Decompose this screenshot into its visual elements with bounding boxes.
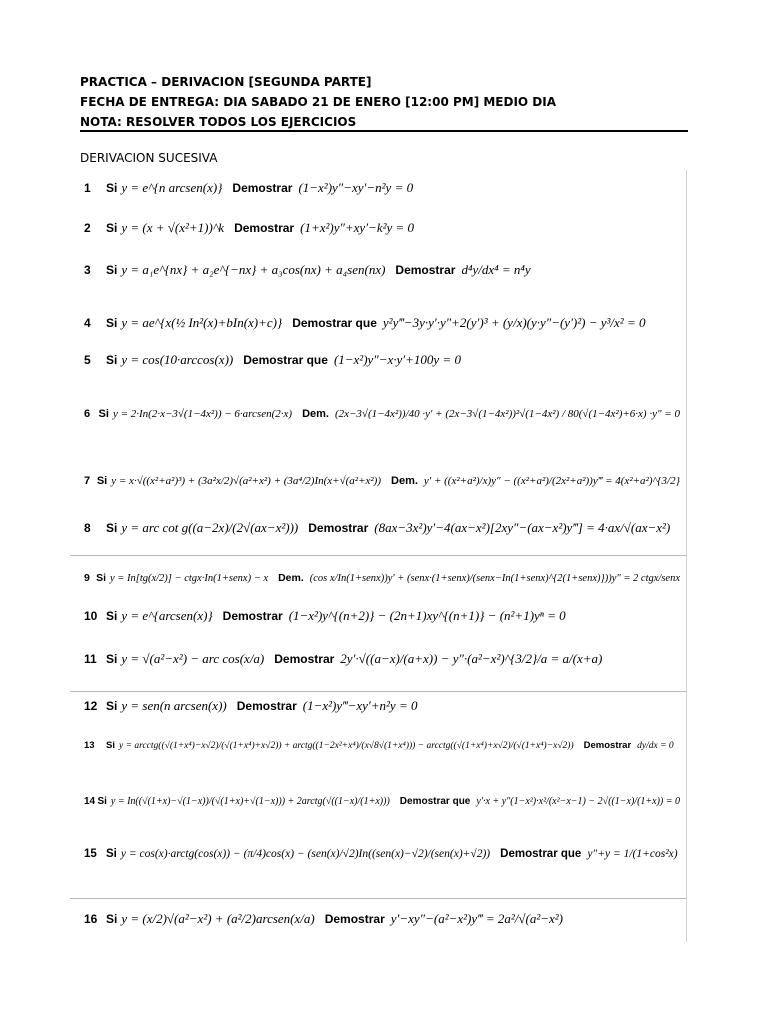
exercise-function: y = √(a²−x²) − arc cos(x/a) [121, 651, 265, 666]
exercise-number: 16 [84, 912, 98, 926]
exercise-demostrar: Demostrar que [399, 796, 471, 807]
header-note: NOTA: RESOLVER TODOS LOS EJERCICIOS [80, 115, 357, 129]
header-divider [80, 130, 688, 132]
exercise-demostrar: Demostrar que [500, 848, 582, 860]
exercise-block [70, 555, 686, 690]
exercise-goal: (1−x²)y″−x·y′+100y = 0 [333, 352, 461, 367]
exercise-number: 4 [84, 316, 91, 330]
exercise-row [84, 796, 680, 807]
exercise-row [84, 262, 680, 278]
exercise-demostrar: Dem. [302, 408, 329, 420]
exercise-function: y = sen(n arcsen(x)) [121, 698, 227, 713]
exercise-goal: d⁴y/dx⁴ = n⁴y [461, 262, 531, 277]
exercise-row [84, 848, 680, 860]
exercise-number: 1 [84, 181, 91, 195]
exercise-number: 12 [84, 699, 98, 713]
exercise-number: 9 [84, 572, 90, 584]
exercise-function: y = cos(x)·arctg(cos(x)) − (π/4)cos(x) − (sen(x)/√2)In((sen(x)−√2)/(sen(x)+√2)) [120, 848, 491, 860]
exercise-si: Si [106, 699, 118, 713]
exercise-goal: y″+y = 1/(1+cos²x) [587, 848, 678, 860]
exercise-demostrar: Demostrar [274, 652, 335, 666]
exercise-function: y = arcctg((√(1+x⁴)−x√2)/(√(1+x⁴)+x√2)) + arctg((1−2x²+x⁴)/(x√8√(1+x⁴))) − arcctg((√(1+x⁴)+x√2)/(√(1+x⁴)−x√2)) [118, 740, 574, 751]
section-title: DERIVACION SUCESIVA [80, 151, 218, 165]
exercise-number: 11 [84, 652, 97, 666]
exercise-row [84, 520, 680, 536]
exercise-row [84, 315, 680, 331]
exercise-number: 7 [84, 475, 91, 487]
exercise-demostrar: Demostrar [222, 609, 283, 623]
exercise-number: 13 [84, 740, 95, 751]
exercise-function: y = x·√((x²+a²)³) + (3a²x/2)√(a²+x²) + (3a⁴/2)In(x+√(a²+x²)) [111, 475, 382, 487]
exercise-goal: y′−xy″−(a²−x²)y‴ = 2a²/√(a²−x²) [390, 911, 563, 926]
exercise-number: 8 [84, 521, 91, 535]
exercise-row [84, 740, 680, 751]
exercise-function: y = (x + √(x²+1))^k [121, 220, 225, 235]
exercise-si: Si [106, 912, 118, 926]
exercise-row [84, 572, 680, 584]
exercise-si: Si [106, 353, 118, 367]
exercise-row [84, 220, 680, 236]
exercise-sheet [70, 170, 687, 942]
exercise-row [84, 352, 680, 368]
exercise-goal: (8ax−3x²)y′−4(ax−x²)[2xy″−(ax−x²)y‴] = 4·ax/√(ax−x²) [374, 520, 671, 535]
exercise-function: y = cos(10·arccos(x)) [121, 352, 234, 367]
exercise-function: y = (x/2)√(a²−x²) + (a²/2)arcsen(x/a) [121, 911, 315, 926]
exercise-si: Si [106, 740, 115, 751]
exercise-function: y = e^{n arcsen(x)} [121, 180, 223, 195]
exercise-si: Si [98, 408, 109, 420]
exercise-number: 6 [84, 408, 91, 420]
exercise-block [70, 691, 686, 897]
exercise-demostrar: Demostrar [395, 263, 456, 277]
exercise-function: y = ae^{x(½ In²(x)+bIn(x)+c)} [121, 315, 283, 330]
exercise-number: 5 [84, 353, 91, 367]
exercise-si: Si [106, 652, 118, 666]
exercise-demostrar: Demostrar [232, 181, 293, 195]
exercise-demostrar: Demostrar que [243, 353, 328, 367]
exercise-demostrar: Demostrar [236, 699, 297, 713]
exercise-number: 14 [84, 796, 96, 807]
exercise-si: Si [106, 609, 118, 623]
exercise-goal: (1−x²)y^{(n+2)} − (2n+1)xy^{(n+1)} − (n²+1)yⁿ = 0 [288, 608, 566, 623]
exercise-si: Si [96, 572, 106, 584]
exercise-number: 3 [84, 263, 91, 277]
exercise-goal: y²y‴−3y·y′·y″+2(y′)³ + (y/x)(y·y″−(y′)²) − y³/x² = 0 [382, 315, 646, 330]
exercise-goal: (1−x²)y″−xy′−n²y = 0 [298, 180, 414, 195]
exercise-row [84, 651, 680, 667]
exercise-row [84, 911, 680, 927]
exercise-demostrar: Demostrar que [292, 316, 377, 330]
exercise-si: Si [106, 316, 118, 330]
exercise-function: y = In[tg(x/2)] − ctgx·In(1+senx) − x [109, 572, 269, 584]
exercise-row [84, 608, 680, 624]
exercise-si: Si [97, 796, 107, 807]
exercise-function: y = 2·In(2·x−3√(1−4x²)) − 6·arcsen(2·x) [112, 408, 293, 420]
exercise-demostrar: Demostrar [324, 912, 385, 926]
exercise-function: y = In((√(1+x)−√(1−x))/(√(1+x)+√(1−x))) + 2arctg(√((1−x)/(1+x))) [110, 796, 390, 807]
exercise-si: Si [106, 521, 118, 535]
exercise-goal: (2x−3√(1−4x²))/40 ·y′ + (2x−3√(1−4x²))²√(1−4x²) / 80(√(1−4x²)+6·x) ·y″ = 0 [334, 408, 680, 420]
exercise-goal: (1−x²)y‴−xy′+n²y = 0 [302, 698, 418, 713]
exercise-row [84, 698, 680, 714]
exercise-number: 2 [84, 221, 91, 235]
exercise-row [84, 180, 680, 196]
exercise-goal: (cos x/In(1+senx))y′ + (senx·(1+senx)/(senx−In(1+senx)^{2(1+senx)}))y″ = 2 ctgx/senx [309, 572, 680, 584]
exercise-demostrar: Demostrar [583, 740, 632, 751]
exercise-demostrar: Dem. [278, 572, 304, 584]
exercise-si: Si [106, 263, 118, 277]
exercise-number: 10 [84, 609, 98, 623]
exercise-si: Si [106, 848, 117, 860]
header-due-date: FECHA DE ENTREGA: DIA SABADO 21 DE ENERO [12:00 PM] MEDIO DIA [80, 95, 557, 109]
exercise-goal: (1+x²)y″+xy′−k²y = 0 [300, 220, 415, 235]
exercise-demostrar: Dem. [391, 475, 418, 487]
exercise-demostrar: Demostrar [308, 521, 369, 535]
exercise-goal: 2y′·√((a−x)/(a+x)) − y″·(a²−x²)^{3/2}/a = a/(x+a) [340, 651, 603, 666]
exercise-function: y = a₁e^{nx} + a₂e^{−nx} + a₃cos(nx) + a₄sen(nx) [121, 262, 386, 277]
exercise-function: y = arc cot g((a−2x)/(2√(ax−x²))) [121, 520, 299, 535]
exercise-goal: y′ + ((x²+a²)/x)y″ − ((x²+a²)/(2x²+a²))y‴ = 4(x²+a²)^{3/2} [423, 475, 680, 487]
exercise-si: Si [96, 475, 108, 487]
exercise-si: Si [106, 181, 118, 195]
document-header [80, 72, 688, 132]
exercise-row [84, 475, 680, 487]
exercise-demostrar: Demostrar [234, 221, 295, 235]
exercise-block [70, 898, 686, 943]
exercise-function: y = e^{arcsen(x)} [121, 608, 213, 623]
header-title: PRACTICA – DERIVACION [SEGUNDA PARTE] [80, 75, 372, 89]
exercise-goal: y′·x + y″(1−x²)·x²/(x²−x−1) − 2√((1−x)/(1+x)) = 0 [476, 796, 680, 807]
exercise-block [70, 170, 686, 553]
exercise-goal: dy/dx = 0 [637, 740, 674, 751]
exercise-number: 15 [84, 848, 97, 860]
exercise-si: Si [106, 221, 118, 235]
exercise-row [84, 408, 680, 420]
